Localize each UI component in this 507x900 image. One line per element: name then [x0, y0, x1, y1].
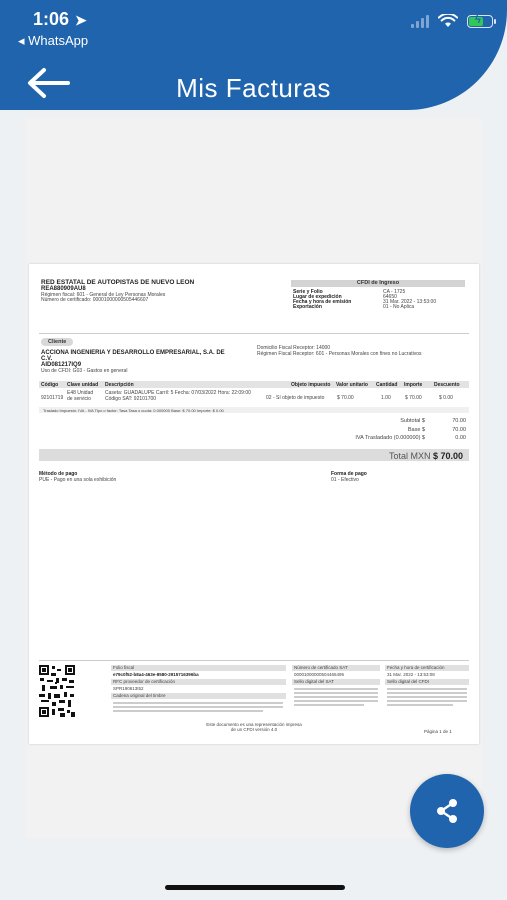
uso-cfdi: Uso de CFDI: G03 - Gastos en general — [41, 368, 128, 374]
metodo-pago-label: Método de pago — [39, 471, 78, 477]
sello-sat-text — [294, 692, 378, 694]
column-header: Importe — [404, 382, 423, 388]
qr-code-image — [38, 664, 76, 718]
subtotal-value: 70.00 — [452, 418, 466, 424]
invoice-page — [29, 264, 479, 744]
row-codigo: 92101719 — [41, 395, 64, 401]
fecha-cert-label: Fecha y hora de certificación — [385, 665, 469, 671]
meta-label: Exportación — [293, 304, 322, 310]
cellular-signal-icon — [411, 14, 429, 28]
cadena-original-text — [113, 706, 283, 708]
sello-cfdi-text — [387, 700, 467, 702]
base-label: Base $ — [407, 427, 425, 433]
row-cantidad: 1.00 — [381, 395, 391, 401]
sello-sat-text — [294, 696, 378, 698]
client-rfc: AID081217IQ9 — [41, 362, 82, 368]
sello-cfdi-text — [387, 696, 467, 698]
sello-cfdi-text — [387, 688, 467, 690]
cadena-original-text — [113, 702, 283, 704]
sello-sat-text — [294, 688, 378, 690]
home-indicator[interactable] — [165, 885, 345, 890]
traslado-text: Traslado Impuesto: IVA - IVA Tipo o factor: Tasa Tasa o cuota: 0.000000 Base: $ 70.00 Importe: $ 0.00 — [43, 408, 224, 413]
meta-value: 64650 — [383, 294, 397, 300]
row-descripcion: Caseta: GUADALUPE Carril: 5 Fecha: 07/03/2022 Hora: 22:09:00 Código SAT: 92101700 — [105, 390, 251, 402]
issuer-certificate: Número de certificado: 00001000000505446607 — [41, 297, 149, 303]
issuer-rfc: REA880909AU8 — [41, 286, 86, 292]
client-name-cont: C.V. — [41, 356, 53, 362]
back-to-whatsapp-link[interactable]: ◂ WhatsApp — [18, 33, 89, 48]
sello-cfdi-text — [387, 704, 453, 706]
regimen-receptor: Régimen Fiscal Receptor: 601 - Personas Morales con fines no Lucrativos — [257, 351, 422, 357]
rfc-proveedor-label: RFC proveedor de certificación — [111, 679, 286, 685]
location-arrow-icon: ➤ — [75, 12, 87, 28]
cadena-original-text — [113, 710, 263, 712]
metodo-pago-value: PUE - Pago en una sola exhibición — [39, 477, 117, 483]
meta-value: 31 Mar. 2022 - 13:53:00 — [383, 299, 437, 305]
row-descuento: $ 0.00 — [439, 395, 453, 401]
client-name: ACCIONA INGENIERIA Y DESARROLLO EMPRESARIAL, S.A. DE — [41, 350, 225, 356]
cfdi-type-title: CFDI de Ingreso — [291, 280, 465, 287]
row-importe: $ 70.00 — [405, 395, 422, 401]
meta-label: Serie y Folio — [293, 289, 323, 295]
iva-label: IVA Trasladado (0.000000) $ — [355, 435, 425, 441]
total-value: $ 70.00 — [432, 451, 463, 461]
row-unidad: E48 Unidad de servicio — [67, 390, 94, 402]
fecha-cert-value: 31 Mar. 2022 - 13:53:08 — [387, 672, 435, 677]
total-bar — [39, 449, 469, 461]
meta-value: CA - 1725 — [383, 289, 406, 295]
clock: 1:06 — [33, 9, 70, 29]
meta-value: 01 - No Aplica — [383, 304, 415, 310]
column-header: Código — [41, 382, 59, 388]
client-badge: Cliente — [41, 338, 73, 346]
folio-fiscal-value: e79c0f52-b8a4-463e-8580-2915716396ba — [113, 672, 199, 677]
sello-sat-label: Sello digital del SAT — [292, 679, 380, 685]
share-icon — [434, 798, 460, 824]
forma-pago-value: 01 - Efectivo — [331, 477, 359, 483]
meta-label: Fecha y hora de emisión — [293, 299, 352, 305]
column-header: Clave unidad — [67, 382, 99, 388]
total-label: Total MXN — [388, 451, 431, 461]
divider — [39, 333, 469, 334]
num-cert-sat-value: 00001000000504465495 — [294, 672, 345, 677]
column-header: Cantidad — [376, 382, 398, 388]
num-cert-sat-label: Número de certificado SAT — [292, 665, 380, 671]
sello-sat-text — [294, 704, 364, 706]
base-value: 70.00 — [452, 427, 466, 433]
column-header: Descripción — [105, 382, 134, 388]
rfc-proveedor-value: SPR190613I52 — [113, 686, 144, 691]
domicilio-receptor: Domicilio Fiscal Receptor: 14000 — [257, 345, 331, 351]
divider — [39, 660, 469, 661]
iva-value: 0.00 — [455, 435, 466, 441]
column-header: Objeto impuesto — [291, 382, 331, 388]
page-title: Mis Facturas — [176, 73, 331, 103]
column-header: Valor unitario — [336, 382, 368, 388]
page-number: Página 1 de 1 — [424, 729, 452, 734]
status-icons — [411, 14, 493, 28]
meta-label: Lugar de expedición — [293, 294, 342, 300]
cadena-original-label: Cadena original del timbre — [111, 693, 286, 699]
folio-fiscal-label: Folio fiscal — [111, 665, 286, 671]
row-valor: $ 70.00 — [337, 395, 354, 401]
share-button[interactable] — [410, 774, 484, 848]
forma-pago-label: Forma de pago — [331, 471, 367, 477]
wifi-icon — [438, 14, 458, 28]
subtotal-label: Subtotal $ — [400, 418, 425, 424]
status-bar — [0, 0, 507, 60]
sello-cfdi-label: Sello digital del CFDI — [385, 679, 469, 685]
footer-note: Este documento es una representación impresa — [206, 722, 302, 727]
battery-charging-icon: ϟ — [467, 15, 493, 28]
column-header: Descuento — [434, 382, 460, 388]
row-objeto: 02 - Sí objeto de impuesto — [266, 395, 325, 401]
issuer-name: RED ESTATAL DE AUTOPISTAS DE NUEVO LEON — [41, 279, 195, 286]
sello-cfdi-text — [387, 692, 467, 694]
issuer-regimen: Régimen fiscal: 601 - General de Ley Personas Morales — [41, 292, 166, 298]
sello-sat-text — [294, 700, 378, 702]
footer-note-2: de un CFDI versión 4.0 — [230, 727, 278, 732]
